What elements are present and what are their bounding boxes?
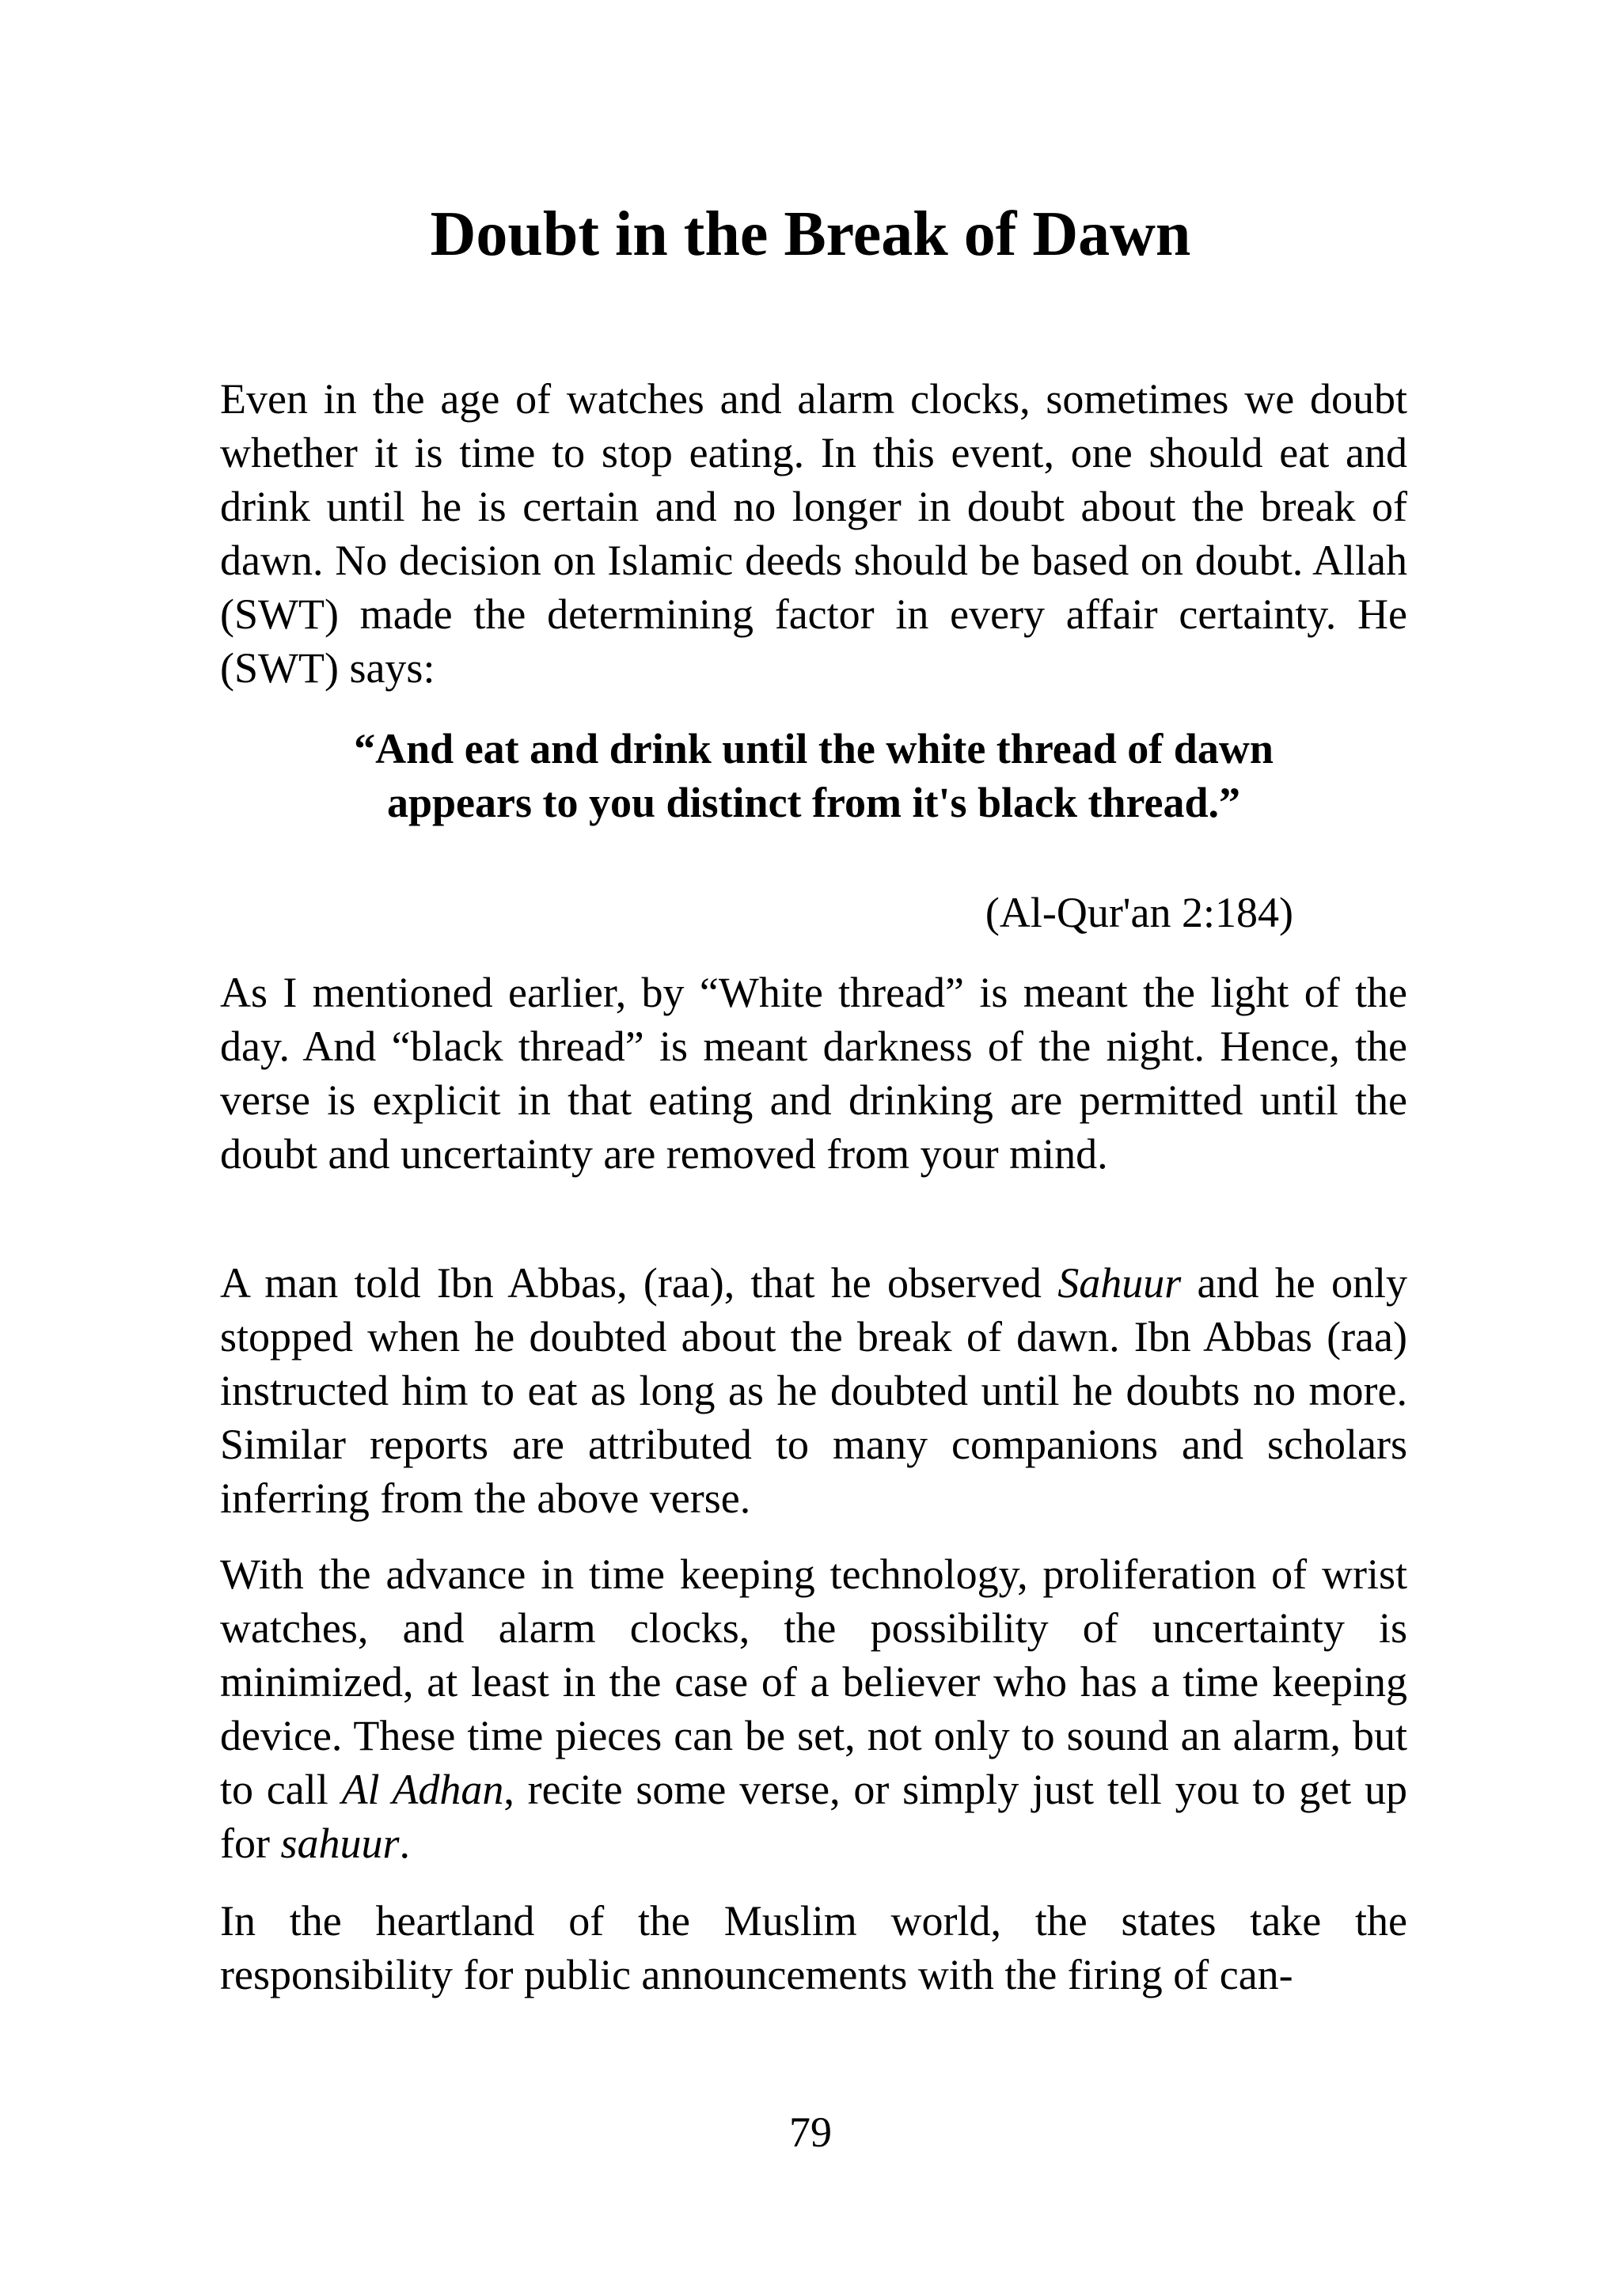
paragraph-3-text-b: and he only stopped when he doubted about the break of dawn. Ibn Abbas (raa) instructed him to eat as long as he doubted until he doubts no more. Similar reports are attributed to many companions and scholars inferring from the above verse. (220, 1259, 1407, 1522)
paragraph-5: In the heartland of the Muslim world, the states take the responsibility for public announcements with the firing of can- (220, 1897, 1407, 1998)
paragraph-4-italic-term-1: Al Adhan (341, 1766, 504, 1813)
paragraph-4-text-b: , recite some verse, or simply just tell you to get up for (220, 1766, 1408, 1867)
quote-citation: (Al-Qur'an 2:184) (985, 889, 1293, 936)
quran-quote: “And eat and drink until the white thread of dawn appears to you distinct from it's black thread.” (354, 725, 1274, 826)
paragraph-4-text-a: With the advance in time keeping technology, proliferation of wrist watches, and alarm clocks, the possibility of uncertainty is minimized, at least in the case of a believer who has a time keeping device. These time pieces can be set, not only to sound an alarm, but to call (220, 1550, 1407, 1813)
paragraph-4 (220, 1547, 1407, 1870)
paragraph-2: As I mentioned earlier, by “White thread” is meant the light of the day. And “black thread” is meant darkness of the night. Hence, the verse is explicit in that eating and drinking are permitted until the doubt and uncertainty are removed from your mind. (220, 969, 1407, 1178)
paragraph-1: Even in the age of watches and alarm clocks, sometimes we doubt whether it is time to stop eating. In this event, one should eat and drink until he is certain and no longer in doubt about the break of dawn. No decision on Islamic deeds should be based on doubt. Allah (SWT) made the determining factor in every affair certainty. He (SWT) says: (220, 375, 1407, 692)
paragraph-4-italic-term-2: sahuur (280, 1820, 400, 1867)
paragraph-3 (220, 1256, 1407, 1525)
page-title: Doubt in the Break of Dawn (430, 199, 1191, 269)
paragraph-3-text-a: A man told Ibn Abbas, (raa), that he observed (220, 1259, 1058, 1307)
page-number: 79 (789, 2108, 832, 2156)
paragraph-4-text-c: . (399, 1820, 410, 1867)
paragraph-3-italic-term: Sahuur (1057, 1259, 1182, 1307)
